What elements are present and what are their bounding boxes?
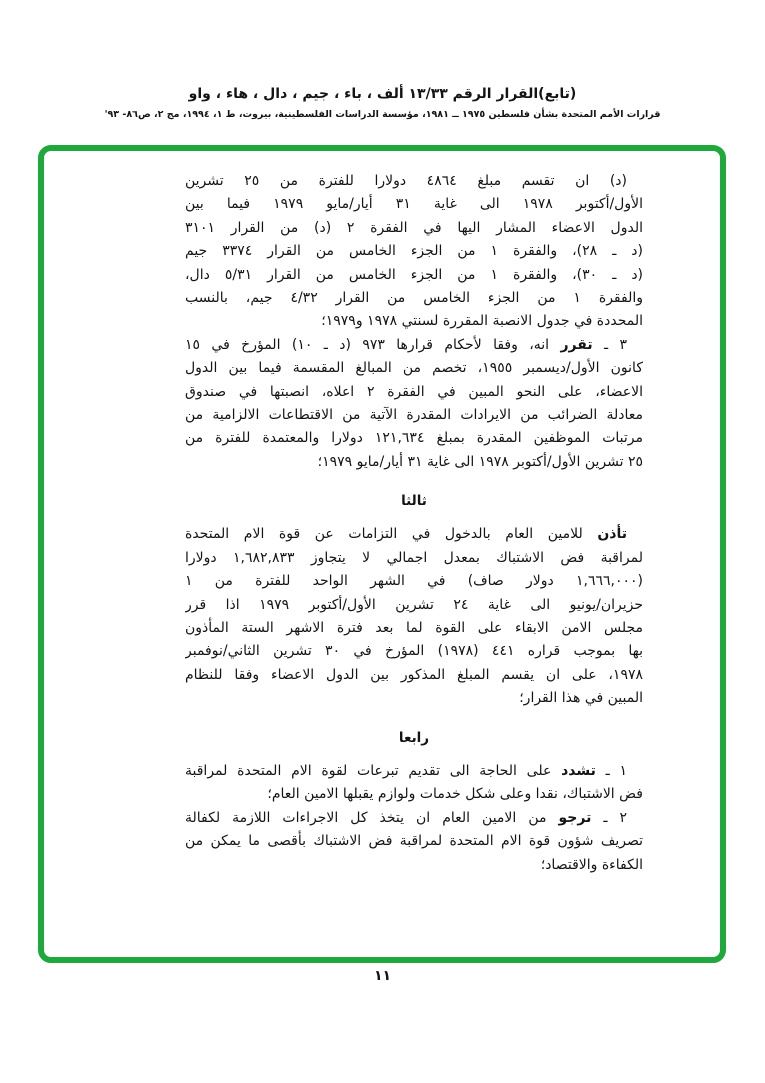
text-line: (د) ان تقسم مبلغ ٤٨٦٤ دولارا للفترة من ٢٥ تشرين [185, 173, 627, 189]
document-body [185, 170, 643, 877]
text-line: لمراقبة فض الاشتباك بمعدل اجمالي لا يتجاوز ١,٦٨٢,٨٣٣ دولارا [185, 549, 643, 566]
page-number: ١١ [373, 968, 392, 984]
text-line: المحددة في جدول الانصبة المقررة لسنتي ١٩٧٨ و١٩٧٩؛ [321, 313, 643, 330]
text-line: كانون الأول/ديسمبر ١٩٥٥، تخصم من المبالغ المقسمة فيما بين الدول [185, 360, 643, 377]
text-line: تأذن للامين العام بالدخول في التزامات عن قوة الام المتحدة [185, 526, 627, 543]
text-line: المبين في هذا القرار؛ [519, 690, 643, 707]
text-line: والفقرة ١ من الجزء الخامس من القرار ٤/٣٢ جيم، بالنسب [185, 289, 643, 306]
text-line: (١,٦٦٦,٠٠٠ دولار صاف) في الشهر الواحد للفترة من ١ [185, 573, 643, 590]
paragraph [185, 523, 643, 710]
text-line: ٣ ـ تقرر انه، وفقا لأحكام قرارها ٩٧٣ (د ـ ١٠) المؤرخ في ١٥ [185, 336, 627, 353]
paragraph [185, 760, 643, 807]
text-line: تصريف شؤون قوة الام المتحدة لمراقبة فض الاشتباك بأقصى ما يمكن من [185, 833, 643, 850]
section-heading: ثالثا [401, 493, 427, 510]
text-line: ١ ـ تشدد على الحاجة الى تقديم تبرعات لقوة الام المتحدة لمراقبة [185, 763, 627, 780]
text-line: فض الاشتباك، نقدا وعلى شكل خدمات ولوازم يقبلها الامين العام؛ [267, 786, 643, 803]
text-line: بها بموجب قراره ٤٤١ (١٩٧٨) المؤرخ في ٣٠ تشرين الثاني/نوفمبر [185, 643, 643, 660]
paragraph [185, 807, 643, 877]
text-line: حزيران/يونيو الى غاية ٢٤ تشرين الأول/أكتوبر ١٩٧٩ اذا قرر [185, 596, 643, 613]
text-line: ٢٥ تشرين الأول/أكتوبر ١٩٧٨ الى غاية ٣١ أيار/مايو ١٩٧٩؛ [317, 453, 643, 470]
text-line: (د ـ ٢٨)، والفقرة ١ من الجزء الخامس من القرار ٣٣٧٤ جيم [185, 243, 643, 260]
section-heading: رابعا [398, 729, 430, 746]
text-line: مجلس الامن الابقاء على القوة لما بعد فترة الاشهر الستة المأذون [185, 620, 643, 637]
text-line: (د ـ ٣٠)، والفقرة ١ من الجزء الخامس من القرار ٥/٣١ دال، [185, 266, 643, 283]
paragraph [185, 334, 643, 474]
resolution-title: (تابع)القرار الرقم ١٣/٣٣ ألف ، باء ، جيم ، دال ، هاء ، واو [188, 86, 577, 102]
text-line: الاعضاء، على النحو المبين في الفقرة ٢ اعلاه، انصبتها في صندوق [185, 383, 643, 400]
text-line: الأول/أكتوبر ١٩٧٨ الى غاية ٣١ أيار/مايو ١٩٧٩ فيما بين [185, 196, 643, 213]
text-line: الدول الاعضاء المشار اليها في الفقرة ٢ (د) من القرار ٣١٠١ [185, 219, 643, 236]
text-line: ١٩٧٨، على ان يقسم المبلغ المذكور بين الدول الاعضاء وفقا للنظام [185, 666, 643, 683]
source-citation: قرارات الأمم المتحدة بشأن فلسطين ١٩٧٥ ــ ١٩٨١، مؤسسة الدراسات الفلسطينية، بيروت، ط ١، ١٩٩٤، مج ٢، ص٨٦- ٩٣' [104, 109, 661, 120]
text-line: مرتبات الموظفين المقدرة بمبلغ ١٢١,٦٣٤ دولارا والمعتمدة للفترة من [185, 430, 643, 447]
text-line: معادلة الضرائب من الايرادات المقدرة الآتية من الاقتطاعات الالزامية من [185, 406, 643, 423]
text-line: الكفاءة والاقتصاد؛ [540, 856, 643, 873]
page-header [0, 86, 765, 120]
text-line: ٢ ـ ترجو من الامين العام ان يتخذ كل الاجراءات اللازمة لكفالة [185, 809, 627, 826]
paragraph [185, 170, 643, 334]
